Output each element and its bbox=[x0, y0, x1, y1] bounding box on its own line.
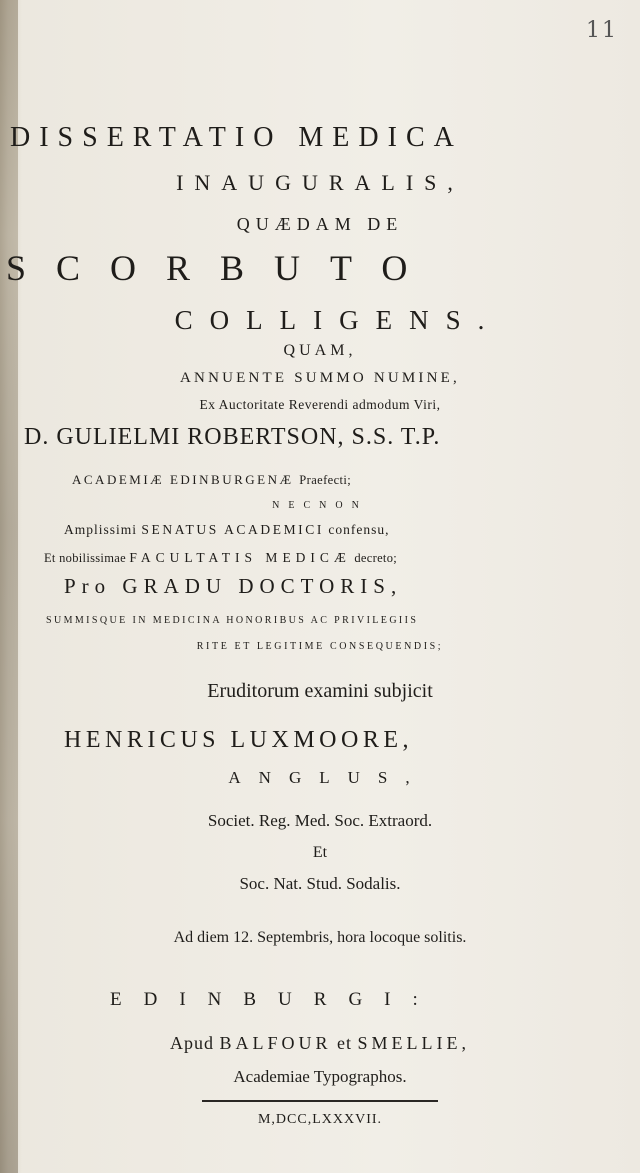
title-scorbuto: SCORBUTO bbox=[6, 248, 438, 288]
academiae-line bbox=[72, 472, 351, 488]
senatus-pre: Amplissimi bbox=[64, 522, 138, 537]
facultatis-line bbox=[44, 550, 397, 566]
typographos-line: Academiae Typographos. bbox=[233, 1067, 407, 1086]
quam-line: QUAM, bbox=[283, 342, 357, 359]
corner-mark: 11 bbox=[586, 18, 618, 43]
imprint-date: M,DCC,LXXXVII. bbox=[257, 1112, 383, 1127]
imprint-city: EDINBURGI: bbox=[110, 989, 440, 1010]
printer-balfour: BALFOUR bbox=[219, 1033, 332, 1053]
society-line-2: Soc. Nat. Stud. Sodalis. bbox=[239, 874, 401, 893]
facultatis-post: decreto; bbox=[354, 551, 398, 565]
academiae-tail: Praefecti; bbox=[299, 473, 352, 487]
auctoritate-line: Ex Auctoritate Reverendi admodum Viri, bbox=[199, 397, 441, 412]
annuente-line: ANNUENTE SUMMO NUMINE, bbox=[180, 370, 460, 386]
imprint-rule bbox=[202, 1100, 438, 1102]
academiae-caps: ACADEMIÆ EDINBURGENÆ bbox=[72, 472, 294, 487]
summisque-line: SUMMISQUE IN MEDICINA HONORIBUS AC PRIVILEGIIS bbox=[46, 615, 419, 626]
senatus-line bbox=[64, 522, 389, 538]
author-nationality: ANGLUS, bbox=[228, 768, 428, 787]
society-line-1: Societ. Reg. Med. Soc. Extraord. bbox=[207, 811, 433, 830]
praeses-name: D. GULIELMI ROBERTSON, S.S. T.P. bbox=[24, 424, 441, 450]
senatus-post: confensu, bbox=[328, 522, 390, 537]
eruditorum-line: Eruditorum examini subjicit bbox=[207, 680, 433, 702]
printer-smellie: SMELLIE, bbox=[357, 1033, 470, 1053]
society-et: Et bbox=[312, 844, 328, 861]
title-quaedam: QUÆDAM DE bbox=[236, 214, 404, 234]
senatus-caps: SENATUS ACADEMICI bbox=[141, 522, 324, 537]
facultatis-pre: Et nobilissimae bbox=[44, 551, 126, 565]
apud-word: Apud bbox=[169, 1033, 214, 1053]
author-name: HENRICUS LUXMOORE, bbox=[64, 727, 414, 753]
title-colligens: COLLIGENS. bbox=[174, 305, 502, 335]
pro-gradu-line: Pro GRADU DOCTORIS, bbox=[64, 574, 403, 598]
title-inauguralis: INAUGURALIS, bbox=[176, 170, 464, 195]
date-of-defense: Ad diem 12. Septembris, hora locoque solitis. bbox=[173, 929, 467, 946]
apud-et: et bbox=[337, 1033, 352, 1053]
title-dissertatio: DISSERTATIO MEDICA bbox=[10, 122, 463, 153]
necnon-line: NECNON bbox=[272, 500, 368, 511]
rite-line: RITE ET LEGITIME CONSEQUENDIS; bbox=[196, 641, 444, 652]
imprint-printers bbox=[0, 1033, 640, 1054]
facultatis-caps: FACULTATIS MEDICÆ bbox=[129, 550, 351, 565]
